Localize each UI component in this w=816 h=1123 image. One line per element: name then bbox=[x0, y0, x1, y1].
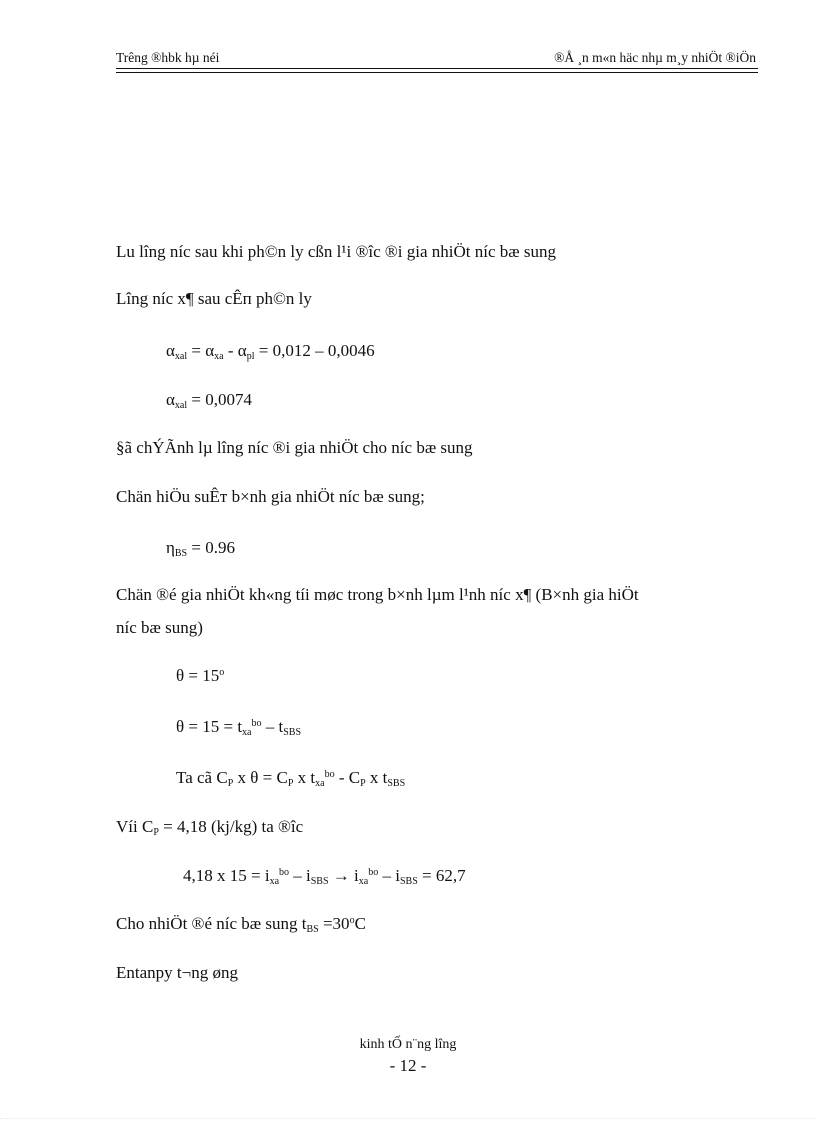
page-header bbox=[116, 50, 756, 66]
equation-theta: $\theta = 15^o$ bbox=[176, 666, 225, 685]
equation-alpha-result: $\alpha_{xal} = 0,0074$ bbox=[166, 390, 252, 411]
paragraph-1: Lu lîng níc sau khi ph©n ly cßn l¹i ®îc ®i gia nhiÖt níc bæ sung bbox=[116, 242, 556, 261]
equation-enthalpy: 4,18 x $15 = i_{xa}^{bo} - i_{SBS} \to i_{xa}^{bo} - i_{SBS} = 62,7$ bbox=[183, 866, 466, 887]
footer-author: kinh tỐ n¨ng lîng bbox=[359, 1037, 457, 1052]
header-rule-thin bbox=[116, 72, 758, 73]
equation-eta: $\eta_{BS} = 0.96$ bbox=[166, 538, 235, 559]
paragraph-2: Lîng níc x¶ sau cÊп ph©n ly bbox=[116, 289, 312, 308]
paragraph-5-line-2: níc bæ sung) bbox=[116, 618, 203, 637]
paragraph-5-line-1: Chän ®é gia nhiÖt kh«ng tíi møc trong b×nh lµm l¹nh níc x¶ (B×nh gia hiÖt bbox=[116, 585, 639, 604]
page-number: - 12 - bbox=[389, 1056, 427, 1075]
header-right-text: ®Å ¸n m«n häc nhµ m¸y nhiÖt ®iÖn bbox=[554, 50, 756, 65]
header-left-text: Trêng ®hbk hµ néi bbox=[116, 50, 220, 65]
header-rule-thick bbox=[116, 68, 758, 69]
paragraph-8: Entanpy t¬ng øng bbox=[116, 963, 238, 982]
paragraph-4: Chän hiÖu suÊт b×nh gia nhiÖt níc bæ sung; bbox=[116, 487, 425, 506]
equation-heat-capacity: Ta cã $C_P$ x $\theta = C_P$ x $t_{xa}^{bo} - C_P$ x $t_{SBS}$ bbox=[176, 768, 406, 789]
paragraph-6: Víi $C_P = 4,18$ (kj/kg) ta ®îc bbox=[116, 817, 304, 838]
equation-alpha-xal: $\alpha_{xal} = \alpha_{xa} - \alpha_{pl} = 0,012 - 0,0046$ bbox=[166, 341, 375, 362]
page-bottom-divider bbox=[0, 1118, 816, 1119]
paragraph-3: §ã chÝÃnh lµ lîng níc ®i gia nhiÖt cho níc bæ sung bbox=[116, 438, 473, 457]
paragraph-7: Cho nhiÖt ®é níc bæ sung $t_{BS} =30^oC$ bbox=[116, 914, 366, 935]
equation-theta-expanded: $\theta = 15 = t_{xa}^{bo} - t_{SBS}$ bbox=[176, 717, 302, 738]
